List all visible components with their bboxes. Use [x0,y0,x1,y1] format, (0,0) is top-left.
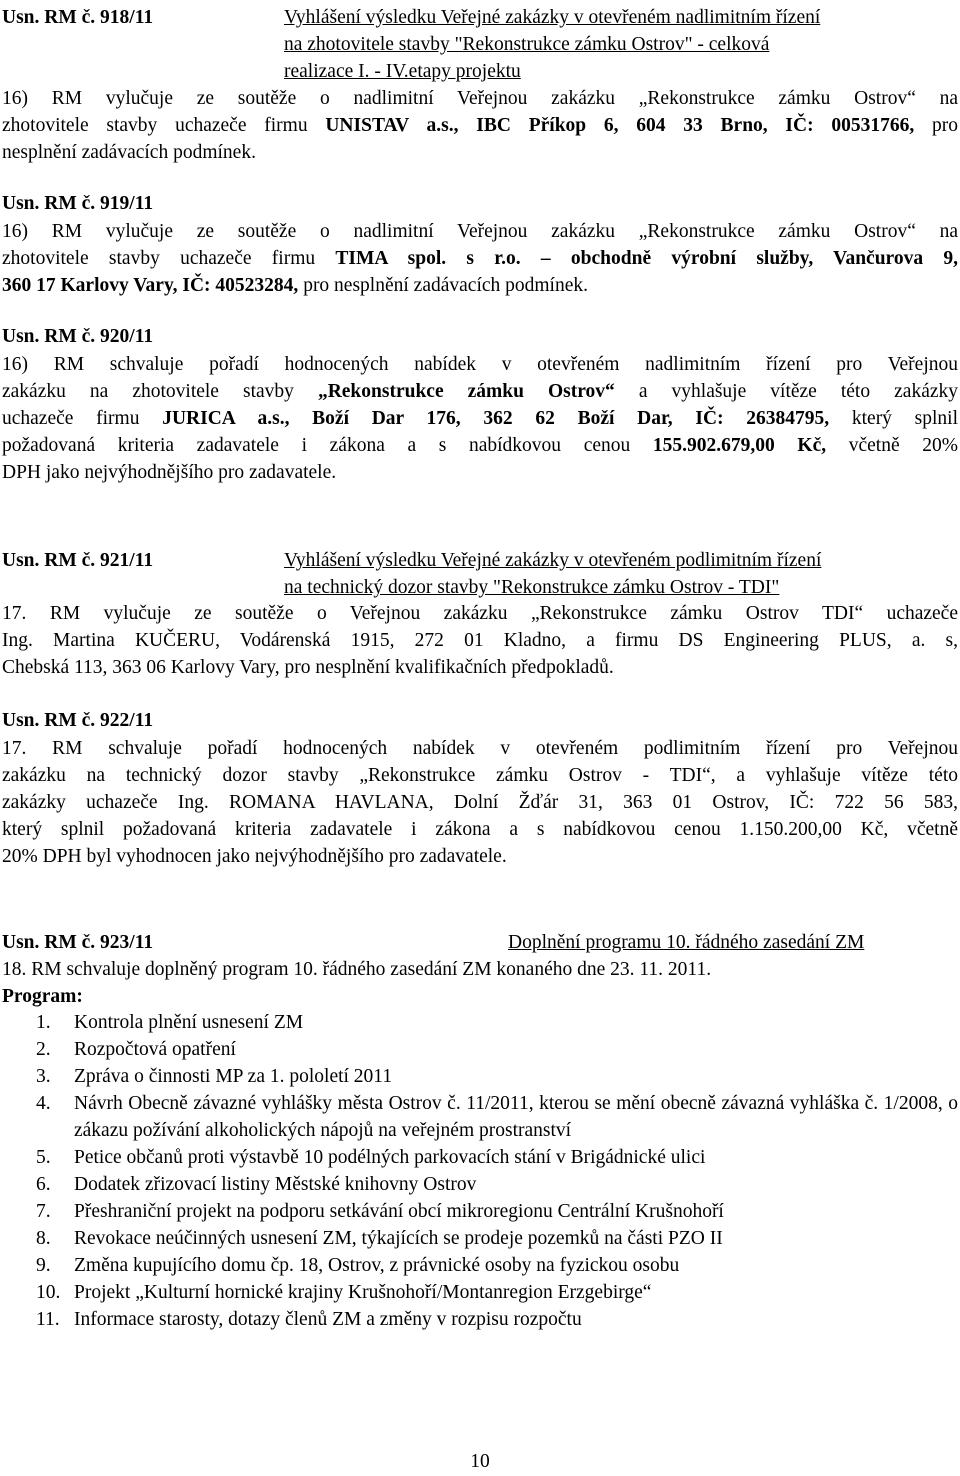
page-number: 10 [470,1451,490,1472]
resolution-title-923: Doplnění programu 10. řádného zasedání ZM [508,932,865,953]
list-item: 5. Petice občanů proti výstavbě 10 podélných parkovacích stání v Brigádnické ulici [36,1147,706,1168]
resolution-body-921: 17. RM vylučuje ze soutěže o Veřejnou zakázku „Rekonstrukce zámku Ostrov TDI“ uchazeče Ing. Martina KUČERU, Vodárenská 1915, 272 01 Kladno, a firmu DS Engineering PLUS, a. s, Chebská 113, 363 06 Karlovy Vary, pro nesplnění kvalifikačních předpokladů. [2,603,958,678]
resolution-number-920: Usn. RM č. 920/11 [2,326,154,347]
list-item: 9. Změna kupujícího domu čp. 18, Ostrov, z právnické osoby na fyzickou osobu [36,1255,680,1276]
resolution-body-918: 16) RM vylučuje ze soutěže o nadlimitní Veřejnou zakázku „Rekonstrukce zámku Ostrov“ na zhotovitele stavby uchazeče firmu UNISTAV a.s., IBC Příkop 6, 604 33 Brno, IČ: 00531766, pro nesplnění zadávacích podmínek. [2,88,958,163]
list-item: 2. Rozpočtová opatření [36,1039,236,1060]
resolution-number-919: Usn. RM č. 919/11 [2,193,154,214]
list-item: 3. Zpráva o činnosti MP za 1. pololetí 2011 [36,1066,393,1087]
resolution-title-921: Vyhlášení výsledku Veřejné zakázky v otevřeném podlimitním řízení na technický dozor stavby "Rekonstrukce zámku Ostrov - TDI" [284,550,822,598]
list-item: 10. Projekt „Kulturní hornické krajiny Krušnohoří/Montanregion Erzgebirge“ [36,1282,652,1303]
program-list [36,1009,958,1333]
resolution-body-922: 17. RM schvaluje pořadí hodnocených nabídek v otevřeném podlimitním řízení pro Veřejnou zakázku na technický dozor stavby „Rekonstrukce zámku Ostrov - TDI“, a vyhlašuje vítěze této zakázky uchazeče Ing. ROMANA HAVLANA, Dolní Žďár 31, 363 01 Ostrov, IČ: 722 56 583, který splnil požadovaná kriteria zadavatele i zákona a s nabídkovou cenou 1.150.200,00 Kč, včetně 20% DPH byl vyhodnocen jako nejvýhodnějšího pro zadavatele. [2,738,958,867]
resolution-body-919: 16) RM vylučuje ze soutěže o nadlimitní Veřejnou zakázku „Rekonstrukce zámku Ostrov“ na zhotovitele stavby uchazeče firmu TIMA spol. s r.o. – obchodně výrobní služby, Vančurova 9, 360 17 Karlovy Vary, IČ: 40523284, pro nesplnění zadávacích podmínek. [2,221,958,296]
resolution-number-923: Usn. RM č. 923/11 [2,932,154,953]
resolution-number-918: Usn. RM č. 918/11 [2,7,154,28]
list-item: 6. Dodatek zřizovací listiny Městské knihovny Ostrov [36,1174,477,1195]
program-label: Program: [2,986,83,1007]
list-item: 11. Informace starosty, dotazy členů ZM a změny v rozpisu rozpočtu [36,1309,582,1330]
list-item: 8. Revokace neúčinných usnesení ZM, týkajících se prodeje pozemků na části PZO II [36,1228,723,1249]
list-item: 1. Kontrola plnění usnesení ZM [36,1012,304,1033]
list-item: 7. Přeshraniční projekt na podporu setkávání obcí mikroregionu Centrální Krušnohoří [36,1201,724,1222]
resolution-number-921: Usn. RM č. 921/11 [2,550,154,571]
resolution-body-920: 16) RM schvaluje pořadí hodnocených nabídek v otevřeném nadlimitním řízení pro Veřejnou zakázku na zhotovitele stavby „Rekonstrukce zámku Ostrov“ a vyhlašuje vítěze této zakázky uchazeče firmu JURICA a.s., Boží Dar 176, 362 62 Boží Dar, IČ: 26384795, který splnil požadovaná kriteria zadavatele i zákona a s nabídkovou cenou 155.902.679,00 Kč, včetně 20% DPH jako nejvýhodnějšího pro zadavatele. [2,354,958,483]
resolution-number-922: Usn. RM č. 922/11 [2,710,154,731]
list-item: 4. Návrh Obecně závazné vyhlášky města Ostrov č. 11/2011, kterou se mění obecně závazná vyhláška č. 1/2008, o zákazu požívání alkoholických nápojů na veřejném prostranství [36,1093,958,1141]
resolution-title-918: Vyhlášení výsledku Veřejné zakázky v otevřeném nadlimitním řízení na zhotovitele stavby "Rekonstrukce zámku Ostrov" - celková realizace I. - IV.etapy projektu [284,7,821,82]
resolution-body-923: 18. RM schvaluje doplněný program 10. řádného zasedání ZM konaného dne 23. 11. 2011. Program: [2,956,958,1010]
